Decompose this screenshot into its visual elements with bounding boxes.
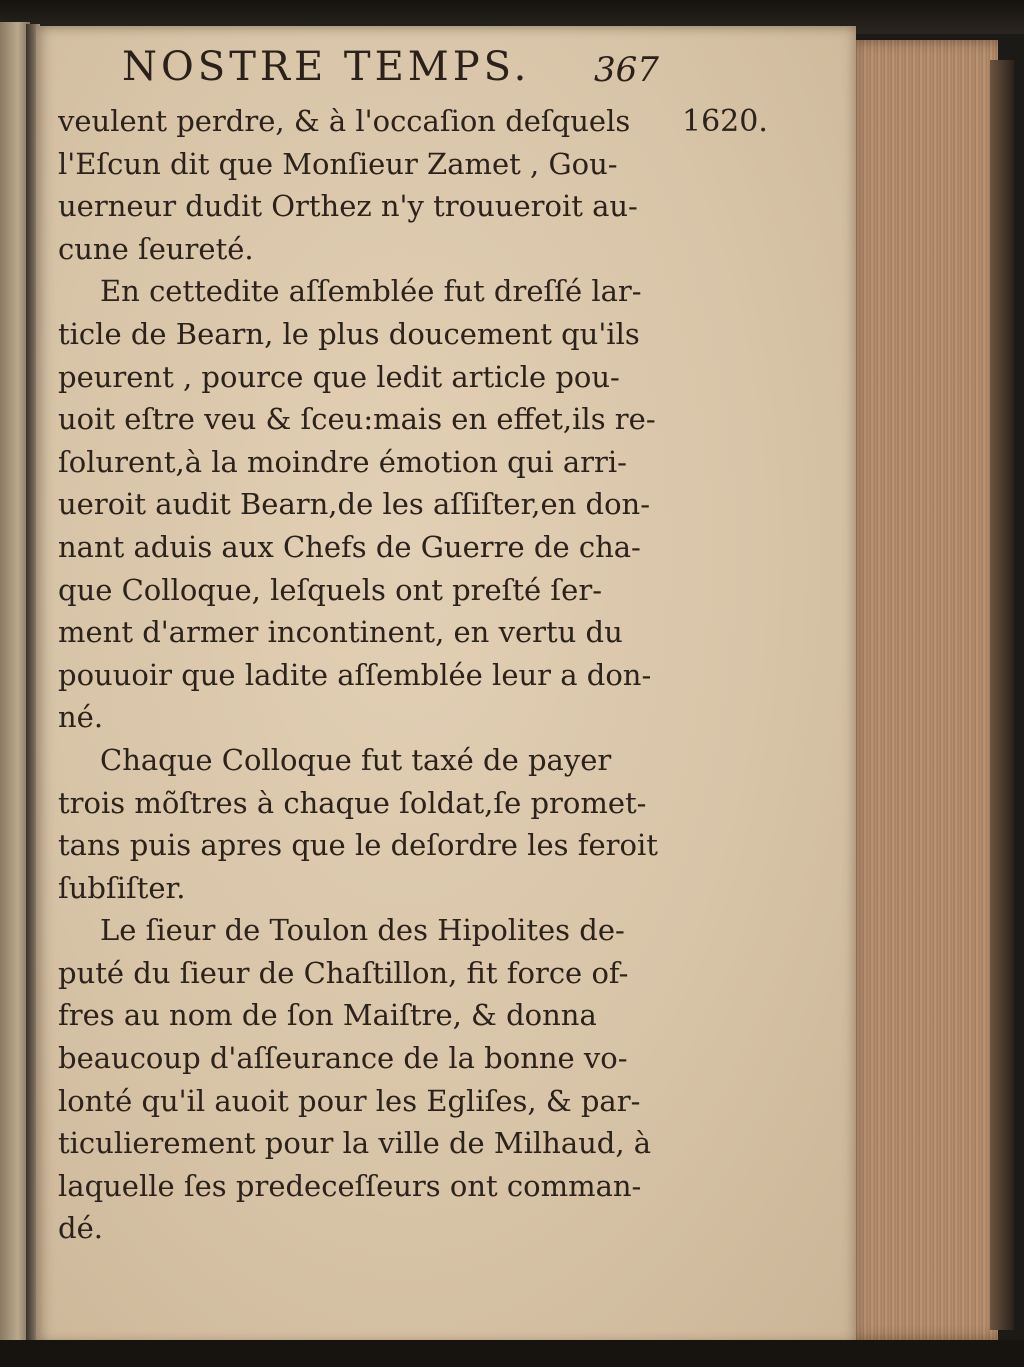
text-line: uerneur dudit Orthez n'y trouueroit au- <box>58 189 638 224</box>
running-head <box>86 44 666 100</box>
text-line: ment d'armer incontinent, en vertu du <box>58 615 623 650</box>
text-line: pouuoir que ladite aſſemblée leur a don- <box>58 657 652 692</box>
scan-bottom-border <box>0 1340 1024 1367</box>
text-line: dé. <box>58 1211 103 1246</box>
text-line: né. <box>58 700 104 735</box>
paragraph-first-line: Chaque Colloque fut taxé de payer <box>100 742 612 777</box>
text-line: beaucoup d'aſſeurance de la bonne vo- <box>58 1041 628 1076</box>
margin-year-note: 1620. <box>682 104 768 139</box>
text-line: cune ſeureté. <box>58 231 254 266</box>
text-line: laquelle ſes predeceſſeurs ont comman- <box>58 1168 642 1203</box>
text-line: tans puis apres que le deſordre les feroit <box>58 828 658 863</box>
text-line: lonté qu'il auoit pour les Egliſes, & par- <box>58 1083 641 1118</box>
text-line: peurent , pource que ledit article pou- <box>58 359 620 394</box>
paragraph-first-line: En cettedite aſſemblée fut dreſſé lar- <box>100 274 642 309</box>
book-fore-edge <box>990 60 1014 1330</box>
text-line: ſubſiſter. <box>58 870 186 905</box>
running-head-title: NOSTRE TEMPS. <box>122 44 531 90</box>
text-line: uoit eſtre veu & ſceu:mais en effet,ils re- <box>58 402 656 437</box>
text-line: ticle de Bearn, le plus doucement qu'ils <box>58 316 640 351</box>
paragraph-first-line: Le ſieur de Toulon des Hipolites de- <box>100 913 625 948</box>
text-line: puté du ſieur de Chaſtillon, fit force of- <box>58 955 629 990</box>
text-line: ticulierement pour la ville de Milhaud, à <box>58 1126 652 1161</box>
text-line: trois mõſtres à chaque ſoldat,ſe promet- <box>58 785 647 820</box>
text-line: ſolurent,à la moindre émotion qui arri- <box>58 444 627 479</box>
text-line: fres au nom de ſon Maiſtre, & donna <box>58 998 597 1033</box>
text-line: veulent perdre, & à l'occaſion deſquels <box>58 104 631 138</box>
text-line: que Colloque, leſquels ont preſté ſer- <box>58 572 602 607</box>
text-line: ueroit audit Bearn,de les aſſiſter,en don- <box>58 487 651 522</box>
text-line: l'Eſcun dit que Monſieur Zamet , Gou- <box>58 146 618 181</box>
text-line: nant aduis aux Chefs de Guerre de cha- <box>58 529 641 564</box>
body-text <box>58 100 658 1250</box>
page-number: 367 <box>594 50 659 90</box>
page-block-edge <box>846 40 998 1340</box>
